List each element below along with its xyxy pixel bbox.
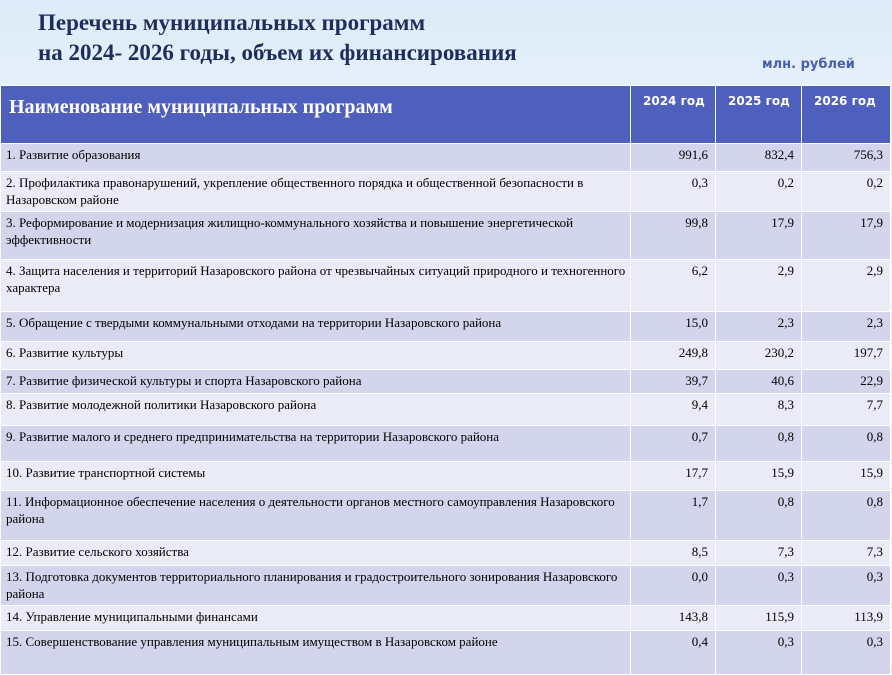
page-title [38, 8, 517, 68]
table-row [1, 491, 891, 541]
value-2026: 0,8 [802, 491, 891, 541]
program-name: 2. Профилактика правонарушений, укрепление общественного порядка и общественной безопасности в Назаровском районе [1, 172, 631, 212]
value-2026: 17,9 [802, 212, 891, 260]
value-2024: 17,7 [631, 462, 716, 491]
value-2024: 99,8 [631, 212, 716, 260]
table-row [1, 342, 891, 370]
value-2024: 0,7 [631, 426, 716, 462]
header-2025: 2025 год [716, 86, 802, 144]
value-2025: 230,2 [716, 342, 802, 370]
value-2025: 0,8 [716, 426, 802, 462]
value-2025: 0,3 [716, 566, 802, 606]
table-row [1, 566, 891, 606]
value-2026: 0,8 [802, 426, 891, 462]
program-name: 4. Защита населения и территорий Назаровского района от чрезвычайных ситуаций природного и техногенного характера [1, 260, 631, 312]
value-2024: 15,0 [631, 312, 716, 342]
table-row [1, 462, 891, 491]
value-2026: 0,3 [802, 566, 891, 606]
title-line-1: Перечень муниципальных программ [38, 10, 426, 35]
value-2025: 15,9 [716, 462, 802, 491]
units-label: млн. рублей [762, 57, 855, 72]
value-2024: 6,2 [631, 260, 716, 312]
value-2024: 39,7 [631, 370, 716, 394]
value-2026: 113,9 [802, 606, 891, 631]
program-name: 13. Подготовка документов территориального планирования и градостроительного зонирования Назаровского района [1, 566, 631, 606]
value-2026: 0,3 [802, 631, 891, 675]
value-2026: 22,9 [802, 370, 891, 394]
program-name: 9. Развитие малого и среднего предпринимательства на территории Назаровского района [1, 426, 631, 462]
header-2024: 2024 год [631, 86, 716, 144]
value-2024: 1,7 [631, 491, 716, 541]
value-2025: 0,3 [716, 631, 802, 675]
value-2025: 17,9 [716, 212, 802, 260]
value-2026: 2,9 [802, 260, 891, 312]
value-2026: 197,7 [802, 342, 891, 370]
value-2025: 0,8 [716, 491, 802, 541]
value-2025: 832,4 [716, 144, 802, 172]
value-2024: 0,4 [631, 631, 716, 675]
table-row [1, 144, 891, 172]
program-name: 6. Развитие культуры [1, 342, 631, 370]
program-name: 3. Реформирование и модернизация жилищно-коммунального хозяйства и повышение энергетической эффективности [1, 212, 631, 260]
value-2026: 0,2 [802, 172, 891, 212]
value-2025: 0,2 [716, 172, 802, 212]
value-2025: 2,9 [716, 260, 802, 312]
value-2024: 0,0 [631, 566, 716, 606]
value-2024: 8,5 [631, 541, 716, 566]
value-2026: 15,9 [802, 462, 891, 491]
header-2026: 2026 год [802, 86, 891, 144]
value-2024: 0,3 [631, 172, 716, 212]
program-name: 15. Совершенствование управления муниципальным имуществом в Назаровском районе [1, 631, 631, 675]
program-name: 14. Управление муниципальными финансами [1, 606, 631, 631]
value-2026: 7,3 [802, 541, 891, 566]
table-row [1, 370, 891, 394]
program-name: 10. Развитие транспортной системы [1, 462, 631, 491]
table-header-row [1, 86, 891, 144]
program-name: 8. Развитие молодежной политики Назаровского района [1, 394, 631, 426]
table-row [1, 312, 891, 342]
title-line-2: на 2024- 2026 годы, объем их финансирования [38, 40, 517, 65]
program-name: 7. Развитие физической культуры и спорта Назаровского района [1, 370, 631, 394]
value-2025: 40,6 [716, 370, 802, 394]
value-2025: 2,3 [716, 312, 802, 342]
program-name: 1. Развитие образования [1, 144, 631, 172]
value-2026: 7,7 [802, 394, 891, 426]
program-name: 5. Обращение с твердыми коммунальными отходами на территории Назаровского района [1, 312, 631, 342]
table-row [1, 172, 891, 212]
table-row [1, 631, 891, 675]
table-row [1, 426, 891, 462]
value-2024: 991,6 [631, 144, 716, 172]
header-program-name: Наименование муниципальных программ [1, 86, 631, 144]
program-name: 11. Информационное обеспечение населения о деятельности органов местного самоуправления Назаровского района [1, 491, 631, 541]
value-2025: 115,9 [716, 606, 802, 631]
value-2026: 2,3 [802, 312, 891, 342]
programs-table [0, 85, 891, 675]
table-row [1, 541, 891, 566]
value-2025: 7,3 [716, 541, 802, 566]
table-row [1, 606, 891, 631]
value-2024: 9,4 [631, 394, 716, 426]
value-2025: 8,3 [716, 394, 802, 426]
value-2024: 143,8 [631, 606, 716, 631]
value-2024: 249,8 [631, 342, 716, 370]
program-name: 12. Развитие сельского хозяйства [1, 541, 631, 566]
table-row [1, 394, 891, 426]
table-row [1, 260, 891, 312]
value-2026: 756,3 [802, 144, 891, 172]
table-row [1, 212, 891, 260]
